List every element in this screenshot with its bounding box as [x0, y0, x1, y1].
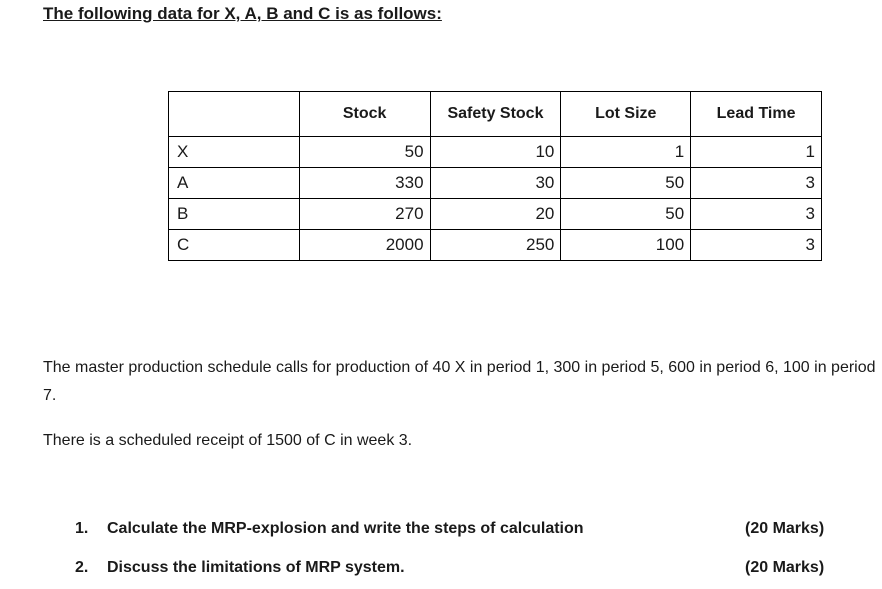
cell-safety-stock: 20 [430, 199, 561, 230]
question-item [75, 520, 845, 538]
inventory-data-table [168, 91, 822, 261]
cell-lead-time: 3 [691, 168, 822, 199]
row-item-label: X [169, 137, 300, 168]
row-item-label: A [169, 168, 300, 199]
cell-lead-time: 3 [691, 199, 822, 230]
cell-stock: 2000 [299, 230, 430, 261]
question-item [75, 559, 845, 577]
cell-stock: 270 [299, 199, 430, 230]
cell-lot-size: 100 [561, 230, 691, 261]
cell-lead-time: 1 [691, 137, 822, 168]
table-row [169, 199, 822, 230]
row-item-label: C [169, 230, 300, 261]
cell-lot-size: 50 [561, 199, 691, 230]
table-row [169, 137, 822, 168]
table-header-row [169, 92, 822, 137]
cell-safety-stock: 10 [430, 137, 561, 168]
question-number: 1. [75, 520, 89, 537]
row-item-label: B [169, 199, 300, 230]
header-lead-time: Lead Time [691, 92, 822, 137]
cell-safety-stock: 30 [430, 168, 561, 199]
document-heading: The following data for X, A, B and C is as follows: [43, 4, 442, 23]
header-lot-size: Lot Size [561, 92, 691, 137]
question-text: Calculate the MRP-explosion and write the steps of calculation [107, 520, 584, 537]
header-stock: Stock [299, 92, 430, 137]
cell-lead-time: 3 [691, 230, 822, 261]
table-row [169, 168, 822, 199]
question-text: Discuss the limitations of MRP system. [107, 559, 405, 576]
question-marks: (20 Marks) [745, 520, 825, 537]
table-row [169, 230, 822, 261]
question-number: 2. [75, 559, 89, 576]
cell-lot-size: 1 [561, 137, 691, 168]
scheduled-receipt-paragraph: There is a scheduled receipt of 1500 of C in week 3. [43, 432, 413, 449]
cell-stock: 330 [299, 168, 430, 199]
question-marks: (20 Marks) [745, 559, 825, 576]
header-safety-stock: Safety Stock [430, 92, 561, 137]
header-blank [169, 92, 300, 137]
master-schedule-paragraph: The master production schedule calls for production of 40 X in period 1, 300 in period 5, 600 in period 6, 100 in period 7. [43, 359, 876, 404]
cell-stock: 50 [299, 137, 430, 168]
cell-safety-stock: 250 [430, 230, 561, 261]
cell-lot-size: 50 [561, 168, 691, 199]
